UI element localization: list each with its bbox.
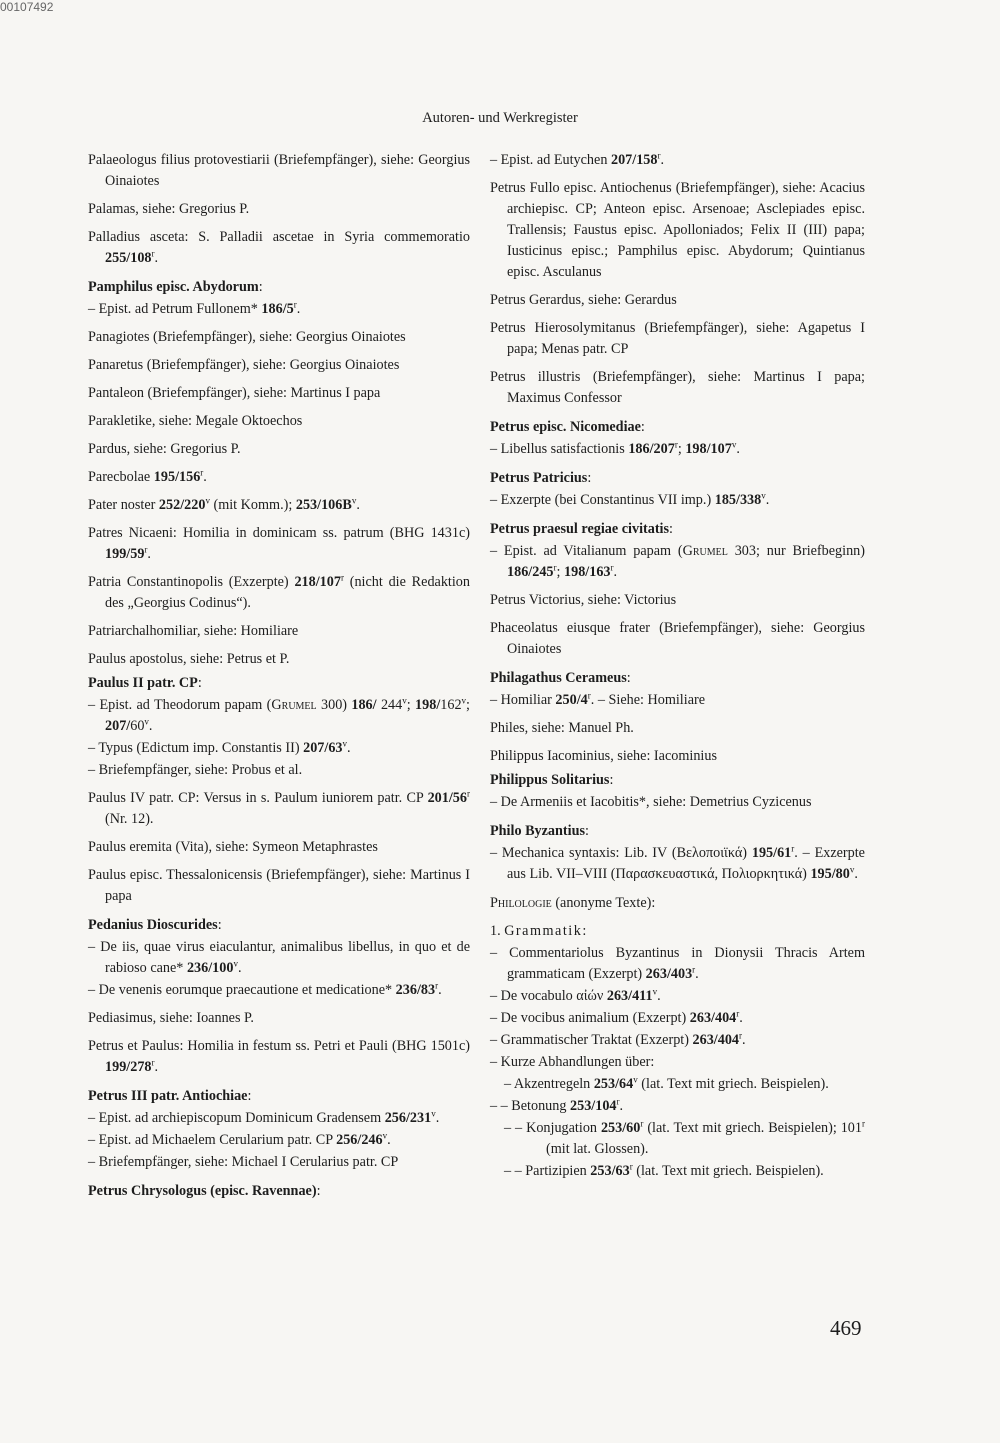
entry: Palamas, siehe: Gregorius P. <box>88 201 250 217</box>
sub-entry: – De iis, quae virus eiaculantur, animalibus libellus, in quo et de rabioso cane* 236/100$^v$. <box>88 939 470 976</box>
entry: Parakletike, siehe: Megale Oktoechos <box>88 413 303 429</box>
entry: Pater noster 252/220$^v$ (mit Komm.); $253/106B^v$. <box>88 495 360 513</box>
sub-entry: – Mechanica syntaxis: Lib. IV (Βελοποιϊκά) 195/61$^r$. – Exzerpte aus Lib. VII–VIII (Παρασκευαστικά, Πολιορκητικά) 195/80$^v$. <box>490 843 865 882</box>
entry: Pardus, siehe: Gregorius P. <box>88 441 241 457</box>
sub-entry: – Epist. ad Theodorum papam (Grumel 300) 186/ 244$^v$; 198/162$^v$; 207/60$^v$. <box>88 695 470 734</box>
entry: Pediasimus, siehe: Ioannes P. <box>88 1010 254 1026</box>
entry: Philippus Iacominius, siehe: Iacominius <box>490 748 717 764</box>
sub-entry: – Epist. ad Petrum Fullonem* 186/5$^r$. <box>88 299 301 317</box>
entry: Philes, siehe: Manuel Ph. <box>490 720 634 736</box>
archive-stamp: 00107492 <box>0 0 54 14</box>
sub-entry: – Libellus satisfactionis 186/207$^r$; 198/107$^v$. <box>490 439 740 457</box>
entry: Petrus illustris (Briefempfänger), siehe: Martinus I papa; Maximus Confessor <box>490 369 865 406</box>
entry: Patria Constantinopolis (Exzerpte) 218/107$^r$ (nicht die Redaktion des „Georgius Codinus“). <box>88 572 470 611</box>
entry: Paulus episc. Thessalonicensis (Briefempfänger), siehe: Martinus I papa <box>88 867 470 904</box>
section-heading: 1. Grammatik: <box>490 923 587 939</box>
entry-heading: Philagathus Cerameus: <box>490 670 631 686</box>
sub-entry: – Kurze Abhandlungen über: <box>490 1054 655 1070</box>
sub-sub-entry: – – Konjugation 253/60$^r$ (lat. Text mit griech. Beispielen); 101$^r$ (mit lat. Glossen). <box>504 1118 865 1157</box>
entry: Pantaleon (Briefempfänger), siehe: Martinus I papa <box>88 385 381 401</box>
entry: Paulus eremita (Vita), siehe: Symeon Metaphrastes <box>88 839 378 855</box>
entry: Palaeologus filius protovestiarii (Briefempfänger), siehe: Georgius Oinaiotes <box>88 152 470 189</box>
entry: Panaretus (Briefempfänger), siehe: Georgius Oinaiotes <box>88 357 400 373</box>
sub-entry: – Exzerpte (bei Constantinus VII imp.) 185/338$^v$. <box>490 490 770 508</box>
entry: Phaceolatus eiusque frater (Briefempfänger), siehe: Georgius Oinaiotes <box>490 620 865 657</box>
entry: Petrus Hierosolymitanus (Briefempfänger), siehe: Agapetus I papa; Menas patr. CP <box>490 320 865 357</box>
entry: Palladius asceta: S. Palladii ascetae in Syria commemoratio 255/108$^r$. <box>88 229 470 266</box>
entry-heading: Petrus episc. Nicomediae: <box>490 419 645 435</box>
entry: Petrus Fullo episc. Antiochenus (Briefempfänger), siehe: Acacius archiepisc. CP; Anteon episc. Arsenoae; Asclepiades episc. Trallensis; Faustus episc. Apolloniados; Felix II (III) papa; Iusticinus episc.; Pamphilus episc. Abydorum; Quintianus episc. Asculanus <box>490 180 865 280</box>
entry: Paulus IV patr. CP: Versus in s. Paulum iuniorem patr. CP 201/56$^r$ (Nr. 12). <box>88 788 470 827</box>
entry: Patriarchalhomiliar, siehe: Homiliare <box>88 623 299 639</box>
entry: Philologie (anonyme Texte): <box>490 895 656 911</box>
sub-entry: – De vocibus animalium (Exzerpt) 263/404$^r$. <box>490 1008 743 1026</box>
sub-entry: – De Armeniis et Iacobitis*, siehe: Demetrius Cyzicenus <box>490 794 812 810</box>
sub-entry: – Epist. ad Michaelem Cerularium patr. CP 256/246$^v$. <box>88 1130 391 1148</box>
entry: Panagiotes (Briefempfänger), siehe: Georgius Oinaiotes <box>88 329 406 345</box>
sub-entry: – Epist. ad archiepiscopum Dominicum Gradensem 256/231$^v$. <box>88 1108 440 1126</box>
sub-sub-entry: – – Betonung 253/104$^r$. <box>490 1096 624 1114</box>
sub-entry: – De venenis eorumque praecautione et medicatione* 236/83$^r$. <box>88 980 442 998</box>
entry-heading: Petrus III patr. Antiochiae: <box>88 1088 252 1104</box>
sub-entry: – Epist. ad Eutychen 207/158$^r$. <box>490 150 665 168</box>
entry-heading: Petrus Patricius: <box>490 470 592 486</box>
sub-sub-entry: – Akzentregeln 253/64$^v$ (lat. Text mit griech. Beispielen). <box>504 1074 829 1092</box>
sub-entry: – De vocabulo αἰών 263/411$^v$. <box>490 986 661 1004</box>
entry-heading: Philippus Solitarius: <box>490 772 614 788</box>
entry: Petrus et Paulus: Homilia in festum ss. Petri et Pauli (BHG 1501c) 199/278$^r$. <box>88 1038 470 1075</box>
sub-sub-entry: – – Partizipien 253/63$^r$ (lat. Text mit griech. Beispielen). <box>504 1161 824 1179</box>
entry-heading: Philo Byzantius: <box>490 823 589 839</box>
entry-heading: Petrus praesul regiae civitatis: <box>490 521 673 537</box>
sub-entry: – Grammatischer Traktat (Exzerpt) 263/404$^r$. <box>490 1030 746 1048</box>
entry: Petrus Victorius, siehe: Victorius <box>490 592 677 608</box>
entry-heading: Pedanius Dioscurides: <box>88 917 222 933</box>
right-column <box>490 150 865 1183</box>
entry: Paulus apostolus, siehe: Petrus et P. <box>88 651 290 667</box>
sub-entry: – Homiliar 250/4$^r$. – Siehe: Homiliare <box>490 690 706 708</box>
entry-heading: Paulus II patr. CP: <box>88 675 202 691</box>
sub-entry: – Briefempfänger, siehe: Michael I Cerularius patr. CP <box>88 1154 399 1170</box>
sub-entry: – Epist. ad Vitalianum papam (Grumel 303; nur Briefbeginn) 186/245$^r$; 198/163$^r$. <box>490 543 865 580</box>
sub-entry: – Briefempfänger, siehe: Probus et al. <box>88 762 303 778</box>
entry: Patres Nicaeni: Homilia in dominicam ss. patrum (BHG 1431c) 199/59$^r$. <box>88 525 470 562</box>
left-column <box>88 150 470 1203</box>
entry-heading: Pamphilus episc. Abydorum: <box>88 279 263 295</box>
entry-heading: Petrus Chrysologus (episc. Ravennae): <box>88 1183 321 1199</box>
page-number: 469 <box>830 1316 862 1340</box>
entry: Petrus Gerardus, siehe: Gerardus <box>490 292 677 308</box>
entry: Parecbolae 195/156$^r$. <box>88 467 207 485</box>
sub-entry: – Commentariolus Byzantinus in Dionysii Thracis Artem grammaticam (Exzerpt) 263/403$^r$. <box>490 945 865 982</box>
running-header: Autoren- und Werkregister <box>422 110 578 126</box>
sub-entry: – Typus (Edictum imp. Constantis II) 207/63$^v$. <box>88 738 351 756</box>
